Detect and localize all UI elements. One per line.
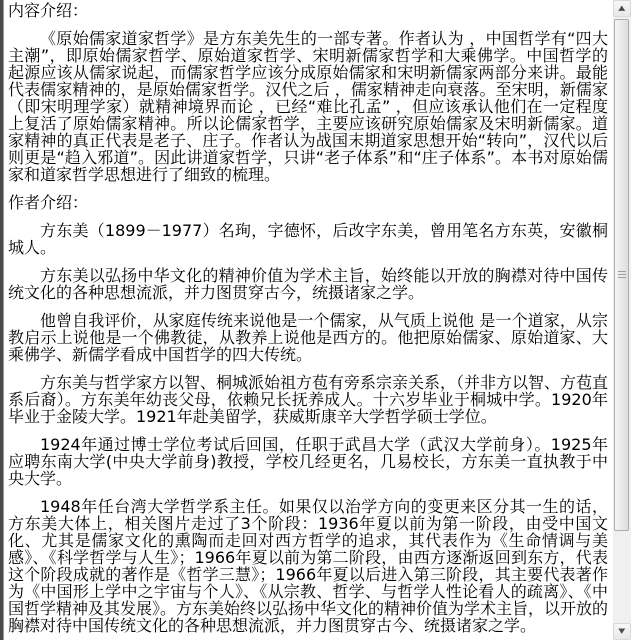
scroll-up-button[interactable]	[613, 0, 631, 17]
paragraph-book-summary: 《原始儒家道家哲学》是方东美先生的一部专著。作者认为 ，中国哲学有“四大主潮”，即原始儒家哲学、原始道家哲学、宋明新儒家哲学和大乘佛学。中国哲学的起源应该从儒家说起，而儒家哲学应该分成原始儒家和宋明新儒家两部分来讲。最能代表儒家精神的，是原始儒家哲学。汉代之后 ，儒家精神走向衰落。至宋明，新儒家（即宋明理学家）就精神境界而论 ，已经“难比孔孟” ，但应该承认他们在一定程度上复活了原始儒家精神。所以论儒家哲学，主要应该研究原始儒家及宋明新儒家。道家精神的真正代表是老子、庄子。作者认为战国末期道家思想开始“转向”，汉代以后则更是“趋入邪道”。因此讲道家哲学，只讲“老子体系”和“庄子体系”。本书对原始儒家和道家哲学思想进行了细致的梳理。	[8, 29, 608, 184]
scrollbar-thumb[interactable]	[614, 19, 629, 531]
scroll-down-icon: ▼	[618, 627, 626, 635]
scroll-up-icon: ▲	[618, 4, 626, 12]
paragraph-author-career-1948-stages: 1948年任台湾大学哲学系主任。如果仅以治学方向的变更来区分其一生的话，方东美大体上，相关图片走过了3个阶段：1936年夏以前为第一阶段，由受中国文化、尤其是儒家文化的熏陶而走回对西方哲学的追求，其代表作为《生命情调与美感》、《科学哲学与人生》；1966年夏以前为第二阶段，由西方逐渐返回到东方，代表这个阶段成就的著作是《哲学三慧》；1966年夏以后进入第三阶段，其主要代表著作为《中国形上学中之宇宙与个人》、《从宗教、哲学、与哲学人性论看人的疏离》、《中国哲学精神及其发展》。方东美始终以弘扬中华文化的精神价值为学术主旨，以开放的胸襟对待中国传统文化的各种思想流派，并力图贯穿古今、统摄诸家之学。	[8, 497, 609, 635]
paragraph-author-names: 方东美（1899－1977）名珣，字德怀，后改字东美，曾用笔名方东英，安徽桐城人。	[8, 221, 608, 257]
scrollbar-track[interactable]	[613, 17, 631, 623]
paragraph-author-academic-aim: 方东美以弘扬中华文化的精神价值为学术主旨，始终能以开放的胸襟对待中国传统文化的各种思想流派，并力图贯穿古今，统摄诸家之学。	[8, 266, 608, 302]
scroll-down-button[interactable]	[613, 623, 631, 640]
vertical-scrollbar[interactable]	[612, 0, 631, 640]
paragraph-author-self-evaluation: 他曾自我评价，从家庭传统来说他是一个儒家，从气质上说他 是一个道家，从宗教启示上说他是一个佛教徒，从教养上说他是西方的。他把原始儒家、原始道家、大乘佛学、新儒学看成中国哲学的四大传统。	[8, 311, 608, 364]
section-heading-content-intro: 内容介绍：	[8, 1, 89, 20]
section-heading-author-intro: 作者介绍：	[8, 193, 89, 212]
document-text	[8, 2, 608, 634]
paragraph-author-family-education: 方东美与哲学家方以智、桐城派始祖方苞有旁系宗亲关系，（并非方以智、方苞直系后裔）。方东美年幼丧父母，依赖兄长抚养成人。十六岁毕业于桐城中学。1920年毕业于金陵大学。1921年赴美留学，获威斯康辛大学哲学硕士学位。	[8, 373, 609, 426]
scrollbar-grip-icon	[618, 271, 626, 279]
paragraph-author-career-1924: 1924年通过博士学位考试后回国，任职于武昌大学（武汉大学前身）。1925年应聘东南大学(中央大学前身)教授，学校几经更名，几易校长，方东美一直执教于中央大学。	[8, 435, 608, 488]
